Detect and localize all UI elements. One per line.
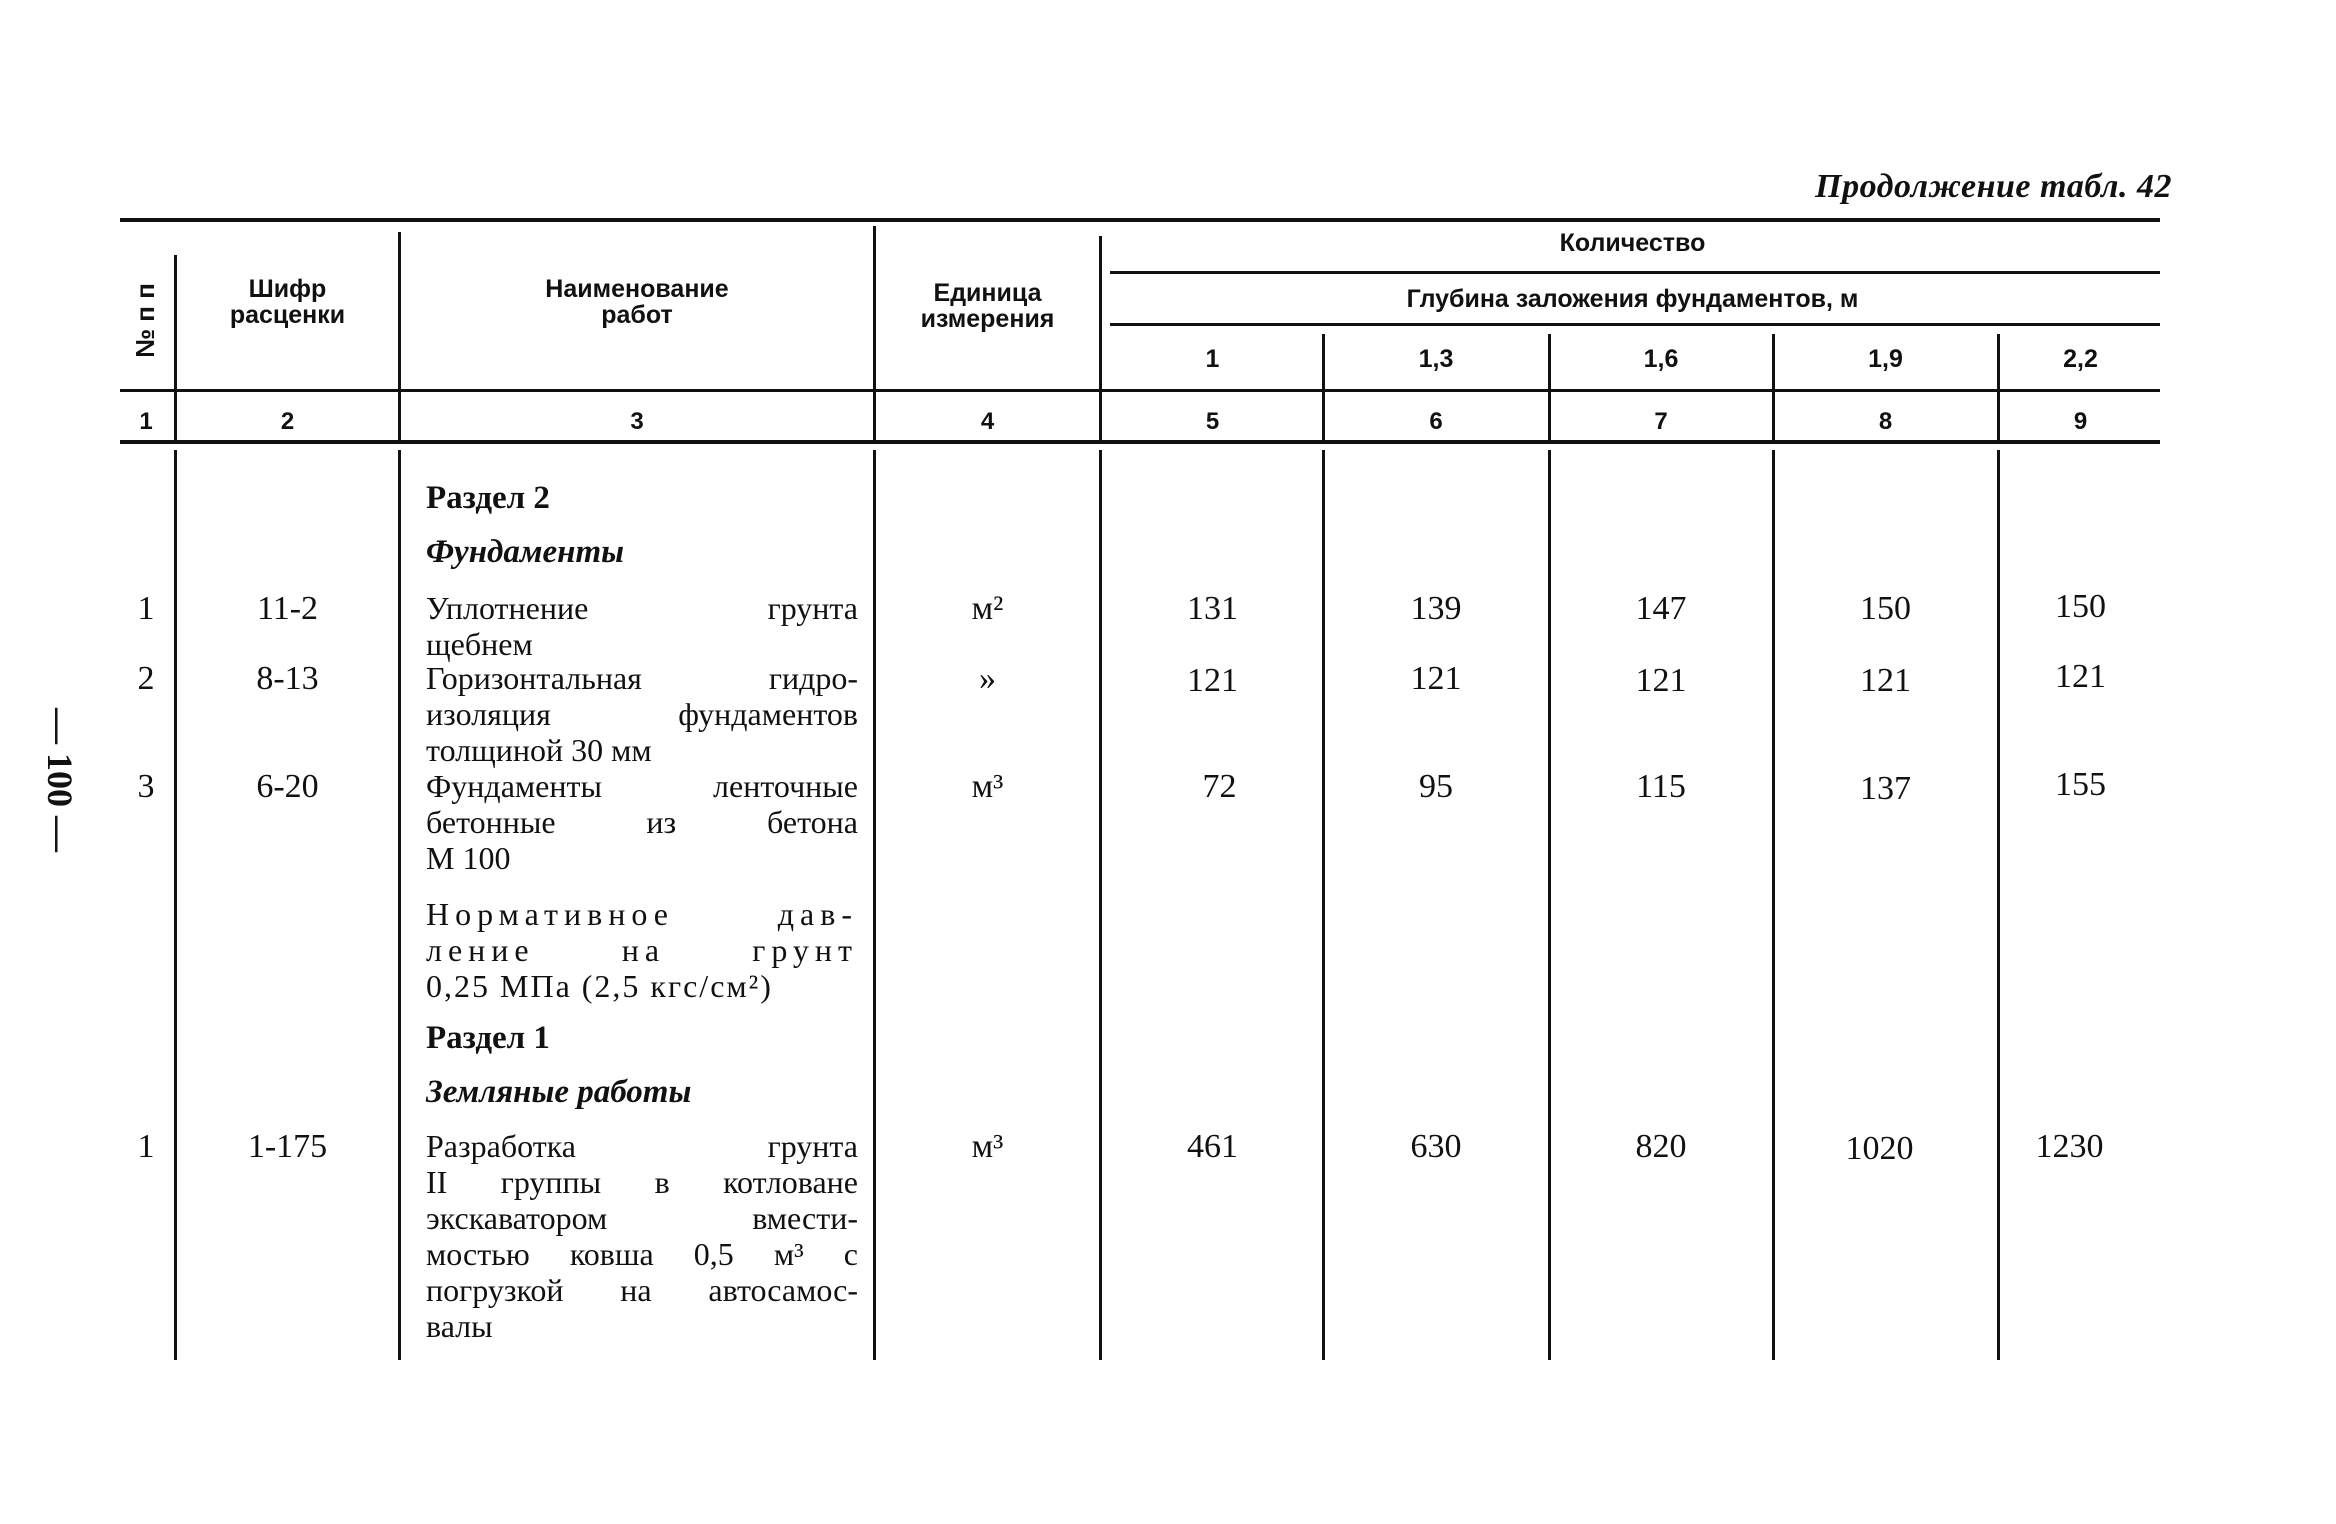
qty-value: 115 <box>1636 768 1686 805</box>
qty-value: 461 <box>1187 1128 1238 1165</box>
header-depth-value: 2,2 <box>2063 345 2098 373</box>
table-caption: Продолжение табл. 42 <box>1815 168 2172 205</box>
quantity-underline <box>1110 271 2160 274</box>
qty-value: 95 <box>1419 768 1453 805</box>
qty-value: 121 <box>1860 662 1911 699</box>
unit: » <box>979 660 996 697</box>
page-number: — 100 — <box>40 708 80 852</box>
depth-underline <box>1110 323 2160 326</box>
work-name-cont: бетонные из бетона <box>426 804 858 840</box>
work-name-cont: погрузкой на автосамос- <box>426 1272 858 1308</box>
header-name: Наименование работ <box>545 275 729 330</box>
column-number: 6 <box>1429 408 1443 435</box>
row-number: 1 <box>137 590 155 627</box>
work-name-cont: мостью ковша 0,5 м³ с <box>426 1236 858 1272</box>
row-number: 2 <box>137 660 155 697</box>
rate-code: 1-175 <box>247 1128 328 1165</box>
work-name-cont: М 100 <box>426 840 511 876</box>
norm-pressure-line: 0,25 МПа (2,5 кгс/см²) <box>426 968 773 1004</box>
qty-value: 121 <box>1635 662 1687 699</box>
qty-value: 150 <box>1860 590 1911 627</box>
header-depth-value: 1,9 <box>1868 345 1903 373</box>
column-number: 9 <box>2073 408 2088 435</box>
qty-value: 155 <box>2055 766 2106 803</box>
qty-value: 1020 <box>1845 1130 1914 1167</box>
colnum-bottom-rule <box>120 440 2160 444</box>
work-name: Уплотнение грунта <box>426 590 858 626</box>
work-name-cont: II группы в котловане <box>426 1164 858 1200</box>
top-rule <box>120 218 2160 222</box>
header-quantity: Количество <box>1559 229 1706 257</box>
work-name-cont: изоляция фундаментов <box>426 696 858 732</box>
qty-value: 72 <box>1202 768 1237 805</box>
body-col-divider <box>873 450 876 1360</box>
qty-value: 147 <box>1635 590 1687 627</box>
work-name-cont: щебнем <box>426 626 533 662</box>
work-name: Разработка грунта <box>426 1128 858 1164</box>
col-divider <box>1772 334 1775 440</box>
header-code: Шифр расценки <box>229 275 346 330</box>
body-col-divider <box>1548 450 1551 1360</box>
column-number: 8 <box>1878 408 1893 435</box>
section-title: Раздел 2 <box>426 480 550 516</box>
rate-code: 6-20 <box>256 768 319 805</box>
col-divider <box>398 232 401 440</box>
qty-value: 630 <box>1410 1128 1462 1165</box>
rate-code: 11-2 <box>256 590 319 627</box>
column-number: 3 <box>630 408 644 435</box>
row-number: 1 <box>137 1128 155 1165</box>
header-depth: Глубина заложения фундаментов, м <box>1406 285 1859 313</box>
work-name: Горизонтальная гидро- <box>426 660 858 696</box>
work-name-cont: экскаватором вмести- <box>426 1200 858 1236</box>
unit: м² <box>971 590 1004 627</box>
col-divider <box>174 255 177 440</box>
header-depth-value: 1,6 <box>1643 345 1679 373</box>
body-col-divider <box>1099 450 1102 1360</box>
work-name-cont: валы <box>426 1308 493 1344</box>
body-col-divider <box>398 450 401 1360</box>
work-name: Фундаменты ленточные <box>426 768 858 804</box>
row-number: 3 <box>137 768 155 805</box>
col-divider <box>1548 334 1551 440</box>
body-col-divider <box>174 450 177 1360</box>
header-depth-value: 1,3 <box>1418 345 1454 373</box>
column-number: 5 <box>1205 408 1220 435</box>
column-number: 1 <box>139 408 153 435</box>
qty-value: 820 <box>1635 1128 1687 1165</box>
norm-pressure-line: ление на грунт <box>426 932 858 968</box>
column-number: 2 <box>280 408 295 435</box>
norm-pressure-line: Нормативное дав- <box>426 896 858 932</box>
work-name-cont: толщиной 30 мм <box>426 732 652 768</box>
section-subtitle: Земляные работы <box>426 1074 692 1110</box>
body-col-divider <box>1322 450 1325 1360</box>
header-number-col: № п п <box>129 282 160 358</box>
qty-value: 139 <box>1410 590 1462 627</box>
col-divider <box>1322 334 1325 440</box>
qty-value: 150 <box>2055 588 2106 625</box>
header-bottom-rule <box>120 389 2160 392</box>
qty-value: 131 <box>1187 590 1238 627</box>
qty-value: 137 <box>1860 770 1911 807</box>
qty-value: 1230 <box>2035 1128 2104 1165</box>
unit: м³ <box>971 768 1004 805</box>
col-divider <box>873 226 876 440</box>
qty-value: 121 <box>1187 662 1238 699</box>
section-title: Раздел 1 <box>426 1020 550 1056</box>
header-depth-value: 1 <box>1205 345 1220 373</box>
qty-value: 121 <box>2055 658 2106 695</box>
col-divider <box>1997 334 2000 440</box>
column-number: 7 <box>1654 408 1668 435</box>
column-number: 4 <box>980 408 995 435</box>
section-subtitle: Фундаменты <box>426 534 625 570</box>
body-col-divider <box>1772 450 1775 1360</box>
unit: м³ <box>971 1128 1004 1165</box>
header-unit: Единица измерения <box>920 279 1055 334</box>
col-divider <box>1099 236 1102 440</box>
rate-code: 8-13 <box>256 660 319 697</box>
qty-value: 121 <box>1410 660 1462 697</box>
body-col-divider <box>1997 450 2000 1360</box>
